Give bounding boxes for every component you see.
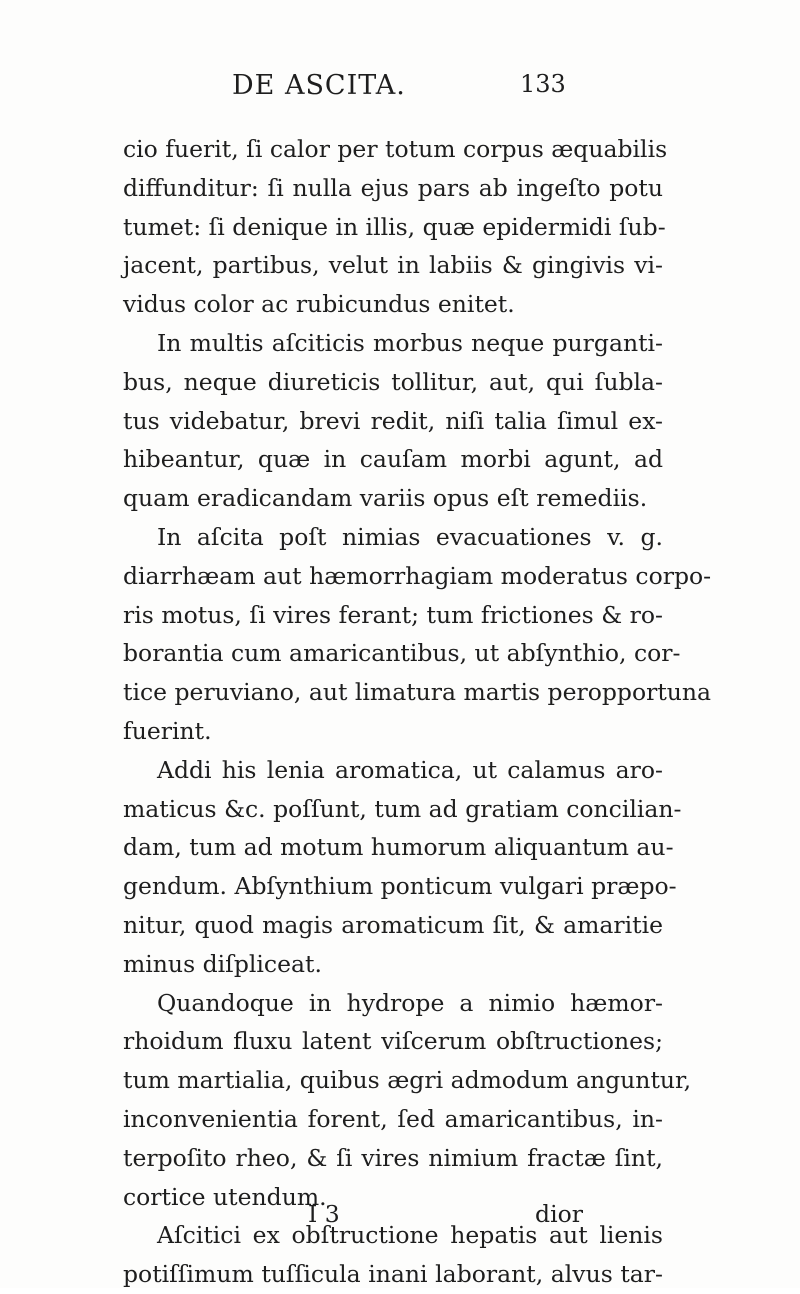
- text-line: minus diſpliceat.: [123, 949, 322, 978]
- text-line: hibeantur, quæ in cauſam morbi agunt, ad: [123, 445, 663, 474]
- text-line: potiſſimum tuſſicula inani laborant, alvus tar-: [123, 1260, 663, 1289]
- text-line: tice peruviano, aut limatura martis peropportuna: [123, 678, 712, 707]
- text-line: Aſcitici ex obſtructione hepatis aut lienis: [157, 1221, 663, 1250]
- signature-mark: I 3: [308, 1200, 340, 1228]
- text-line: gendum. Abſynthium ponticum vulgari præpo-: [123, 872, 677, 901]
- text-line: fuerint.: [123, 716, 212, 745]
- text-line: dam, tum ad motum humorum aliquantum au-: [123, 833, 674, 862]
- text-line: nitur, quod magis aromaticum ſit, & amaritie: [123, 910, 663, 939]
- text-line: bus, neque diureticis tollitur, aut, qui ſubla-: [123, 367, 663, 396]
- page-footer: [123, 1195, 663, 1233]
- text-line: ris motus, ſi vires ferant; tum frictiones & ro-: [123, 600, 663, 629]
- text-line: vidus color ac rubicundus enitet.: [123, 290, 515, 319]
- text-line: diffunditur: ſi nulla ejus pars ab ingeſto potu: [123, 173, 663, 202]
- body-text: [123, 130, 712, 1294]
- page-number: 133: [520, 70, 566, 98]
- text-line: rhoidum fluxu latent viſcerum obſtructiones;: [123, 1027, 663, 1056]
- text-line: maticus &c. poſſunt, tum ad gratiam concilian-: [123, 794, 682, 823]
- text-line: cortice utendum.: [123, 1182, 327, 1211]
- text-line: cio fuerit, ſi calor per totum corpus æquabilis: [123, 135, 668, 163]
- text-line: tus videbatur, brevi redit, niſi talia ſimul ex-: [123, 406, 663, 435]
- text-line: In aſcita poſt nimias evacuationes v. g.: [157, 522, 663, 551]
- text-line: Quandoque in hydrope a nimio hæmor-: [157, 988, 663, 1017]
- text-line: diarrhæam aut hæmorrhagiam moderatus corpo-: [123, 561, 712, 590]
- text-line: terpoſito rheo, & ſi vires nimium fractæ ſint,: [123, 1143, 663, 1172]
- running-title: DE ASCITA.: [232, 70, 406, 101]
- text-line: jacent, partibus, velut in labiis & gingivis vi-: [123, 251, 663, 280]
- text-line: borantia cum amaricantibus, ut abſynthio, cor-: [123, 639, 681, 668]
- text-line: inconvenientia forent, ſed amaricantibus, in-: [123, 1104, 663, 1133]
- text-line: quam eradicandam variis opus eſt remediis.: [123, 484, 648, 513]
- text-line: Addi his lenia aromatica, ut calamus aro-: [157, 755, 663, 784]
- catchword: dior: [535, 1200, 583, 1228]
- text-line: tum martialia, quibus ægri admodum anguntur,: [123, 1066, 692, 1095]
- text-line: In multis aſciticis morbus neque purganti-: [157, 328, 663, 357]
- text-line: tumet: ſi denique in illis, quæ epidermidi ſub-: [123, 212, 666, 241]
